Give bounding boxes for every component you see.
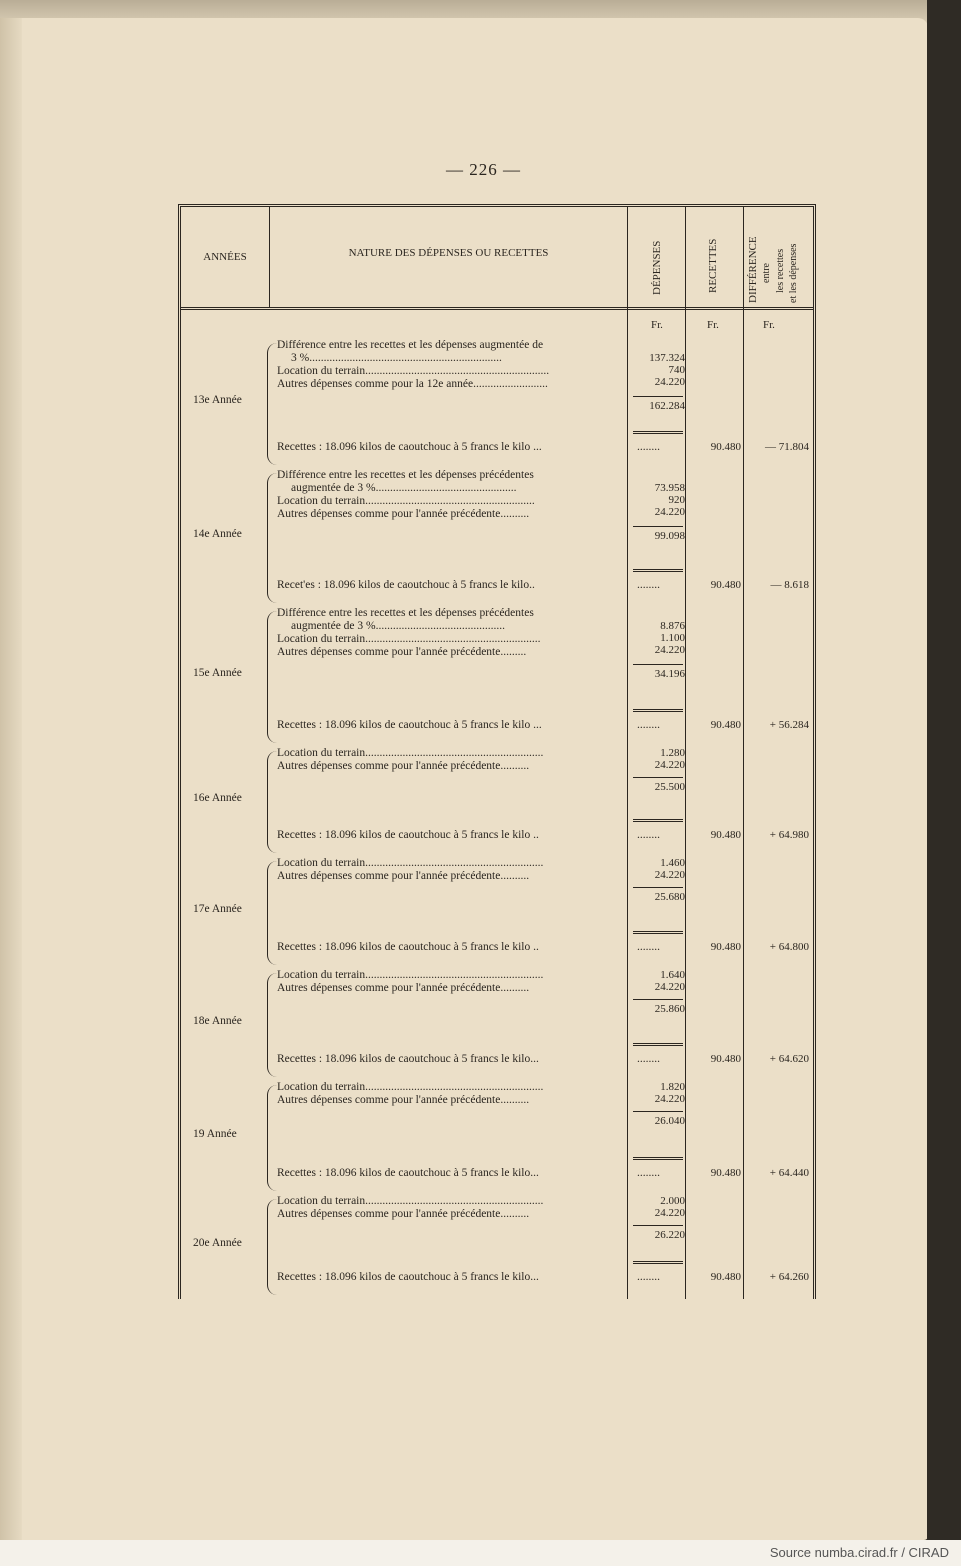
receipts-line: Recettes : 18.096 kilos de caoutchouc à 5 francs le kilo .. xyxy=(277,941,539,953)
expense-line: Location du terrain.............................................................. xyxy=(277,1195,544,1207)
expense-amount: 24.220 xyxy=(654,644,685,656)
receipts-dots: ........ xyxy=(637,941,660,953)
difference-amount: — 71.804 xyxy=(765,441,809,453)
year-label: 18e Année xyxy=(193,1015,242,1027)
total-double-rule xyxy=(633,1043,683,1046)
difference-amount: + 64.980 xyxy=(769,829,809,841)
expense-amount: 137.324 xyxy=(649,352,685,364)
source-note: Source numba.cirad.fr / CIRAD xyxy=(769,1545,949,1560)
subtotal-rule xyxy=(633,777,683,778)
receipts-dots: ........ xyxy=(637,1053,660,1065)
receipts-dots: ........ xyxy=(637,1167,660,1179)
difference-amount: + 64.440 xyxy=(769,1167,809,1179)
expense-total: 99.098 xyxy=(654,530,685,542)
total-double-rule xyxy=(633,819,683,822)
year-label: 17e Année xyxy=(193,903,242,915)
expense-amount: 24.220 xyxy=(654,869,685,881)
expense-amount: 24.220 xyxy=(654,376,685,388)
expense-amount: 1.640 xyxy=(660,969,685,981)
expense-amount: 1.460 xyxy=(660,857,685,869)
expense-line: Location du terrain.............................................................. xyxy=(277,969,544,981)
expense-total: 25.680 xyxy=(654,891,685,903)
year-label: 20e Année xyxy=(193,1237,242,1249)
receipts-amount: 90.480 xyxy=(710,719,741,731)
expense-line: Autres dépenses comme pour l'année précédente.......... xyxy=(277,508,530,520)
receipts-line: Recettes : 18.096 kilos de caoutchouc à 5 francs le kilo .. xyxy=(277,829,539,841)
expense-amount: 2.000 xyxy=(660,1195,685,1207)
receipts-dots: ........ xyxy=(637,441,660,453)
header-difference-depenses: et les dépenses xyxy=(788,243,799,303)
header-difference-entre: entre xyxy=(761,263,772,283)
expense-amount: 1.100 xyxy=(660,632,685,644)
header-difference: DIFFÉRENCE xyxy=(747,236,759,303)
subtotal-rule xyxy=(633,396,683,397)
expense-line: Autres dépenses comme pour la 12e année.......................... xyxy=(277,378,548,390)
col-divider xyxy=(269,207,270,307)
total-double-rule xyxy=(633,709,683,712)
receipts-dots: ........ xyxy=(637,829,660,841)
total-double-rule xyxy=(633,431,683,434)
expense-line: 3 %................................................................... xyxy=(291,352,502,364)
expense-line: Autres dépenses comme pour l'année précédente.......... xyxy=(277,1208,530,1220)
expense-line: Autres dépenses comme pour l'année précédente.......... xyxy=(277,870,530,882)
receipts-amount: 90.480 xyxy=(710,1271,741,1283)
receipts-dots: ........ xyxy=(637,579,660,591)
expense-total: 25.500 xyxy=(654,781,685,793)
difference-amount: + 64.620 xyxy=(769,1053,809,1065)
year-label: 16e Année xyxy=(193,792,242,804)
expense-total: 162.284 xyxy=(649,400,685,412)
receipts-amount: 90.480 xyxy=(710,941,741,953)
receipts-amount: 90.480 xyxy=(710,1053,741,1065)
expense-amount: 73.958 xyxy=(654,482,685,494)
expense-amount: 1.280 xyxy=(660,747,685,759)
accounts-table xyxy=(178,204,816,1299)
header-rule xyxy=(181,307,813,310)
expense-amount: 24.220 xyxy=(654,981,685,993)
expense-line: Autres dépenses comme pour l'année précédente.......... xyxy=(277,982,530,994)
expense-total: 26.040 xyxy=(654,1115,685,1127)
col-divider xyxy=(685,207,686,1299)
subtotal-rule xyxy=(633,1111,683,1112)
difference-amount: + 64.260 xyxy=(769,1271,809,1283)
difference-amount: + 64.800 xyxy=(769,941,809,953)
receipts-dots: ........ xyxy=(637,1271,660,1283)
unit-depenses: Fr. xyxy=(651,319,663,331)
subtotal-rule xyxy=(633,664,683,665)
year-label: 13e Année xyxy=(193,394,242,406)
col-divider xyxy=(743,207,744,1299)
total-double-rule xyxy=(633,1157,683,1160)
expense-line: Différence entre les recettes et les dépenses précédentes xyxy=(277,607,534,619)
expense-line: Autres dépenses comme pour l'année précédente.......... xyxy=(277,760,530,772)
expense-line: Location du terrain.............................................................. xyxy=(277,1081,544,1093)
receipts-amount: 90.480 xyxy=(710,1167,741,1179)
header-annees: ANNÉES xyxy=(203,251,247,263)
receipts-line: Recettes : 18.096 kilos de caoutchouc à 5 francs le kilo... xyxy=(277,1053,539,1065)
receipts-line: Recettes : 18.096 kilos de caoutchouc à 5 francs le kilo ... xyxy=(277,719,542,731)
header-nature: NATURE DES DÉPENSES OU RECETTES xyxy=(348,247,549,259)
expense-line: Location du terrain............................................................. xyxy=(277,633,541,645)
receipts-line: Recet'es : 18.096 kilos de caoutchouc à 5 francs le kilo.. xyxy=(277,579,535,591)
page-number: — 226 — xyxy=(446,160,521,179)
unit-difference: Fr. xyxy=(763,319,775,331)
expense-amount: 1.820 xyxy=(660,1081,685,1093)
expense-line: augmentée de 3 %................................................. xyxy=(291,482,517,494)
header-depenses: DÉPENSES xyxy=(651,240,663,295)
expense-line: Différence entre les recettes et les dépenses précédentes xyxy=(277,469,534,481)
total-double-rule xyxy=(633,1261,683,1264)
header-difference-recettes: les recettes xyxy=(775,248,786,293)
receipts-line: Recettes : 18.096 kilos de caoutchouc à 5 francs le kilo ... xyxy=(277,441,542,453)
receipts-amount: 90.480 xyxy=(710,579,741,591)
year-label: 15e Année xyxy=(193,667,242,679)
subtotal-rule xyxy=(633,887,683,888)
subtotal-rule xyxy=(633,1225,683,1226)
receipts-amount: 90.480 xyxy=(710,441,741,453)
total-double-rule xyxy=(633,931,683,934)
expense-amount: 920 xyxy=(668,494,685,506)
expense-line: Autres dépenses comme pour l'année précédente.......... xyxy=(277,1094,530,1106)
expense-line: augmentée de 3 %............................................. xyxy=(291,620,505,632)
book-page-stack-edge xyxy=(0,18,22,1540)
expense-line: Autres dépenses comme pour l'année précédente......... xyxy=(277,646,527,658)
expense-line: Location du terrain.............................................................. xyxy=(277,747,544,759)
year-label: 19 Année xyxy=(193,1128,237,1140)
header-recettes: RECETTES xyxy=(707,238,719,293)
expense-total: 26.220 xyxy=(654,1229,685,1241)
year-label: 14e Année xyxy=(193,528,242,540)
receipts-line: Recettes : 18.096 kilos de caoutchouc à 5 francs le kilo... xyxy=(277,1167,539,1179)
difference-amount: — 8.618 xyxy=(770,579,809,591)
difference-amount: + 56.284 xyxy=(769,719,809,731)
receipts-line: Recettes : 18.096 kilos de caoutchouc à 5 francs le kilo... xyxy=(277,1271,539,1283)
receipts-dots: ........ xyxy=(637,719,660,731)
expense-line: Location du terrain........................................................... xyxy=(277,495,535,507)
expense-amount: 24.220 xyxy=(654,1093,685,1105)
expense-amount: 8.876 xyxy=(660,620,685,632)
expense-line: Différence entre les recettes et les dépenses augmentée de xyxy=(277,339,544,351)
receipts-amount: 90.480 xyxy=(710,829,741,841)
expense-total: 34.196 xyxy=(654,668,685,680)
expense-line: Location du terrain.............................................................. xyxy=(277,857,544,869)
expense-amount: 24.220 xyxy=(654,1207,685,1219)
unit-recettes: Fr. xyxy=(707,319,719,331)
expense-amount: 740 xyxy=(668,364,685,376)
col-divider xyxy=(627,207,628,1299)
expense-line: Location du terrain................................................................ xyxy=(277,365,550,377)
subtotal-rule xyxy=(633,526,683,527)
subtotal-rule xyxy=(633,999,683,1000)
total-double-rule xyxy=(633,569,683,572)
book-cover-edge xyxy=(927,0,961,1566)
expense-total: 25.860 xyxy=(654,1003,685,1015)
expense-amount: 24.220 xyxy=(654,759,685,771)
expense-amount: 24.220 xyxy=(654,506,685,518)
